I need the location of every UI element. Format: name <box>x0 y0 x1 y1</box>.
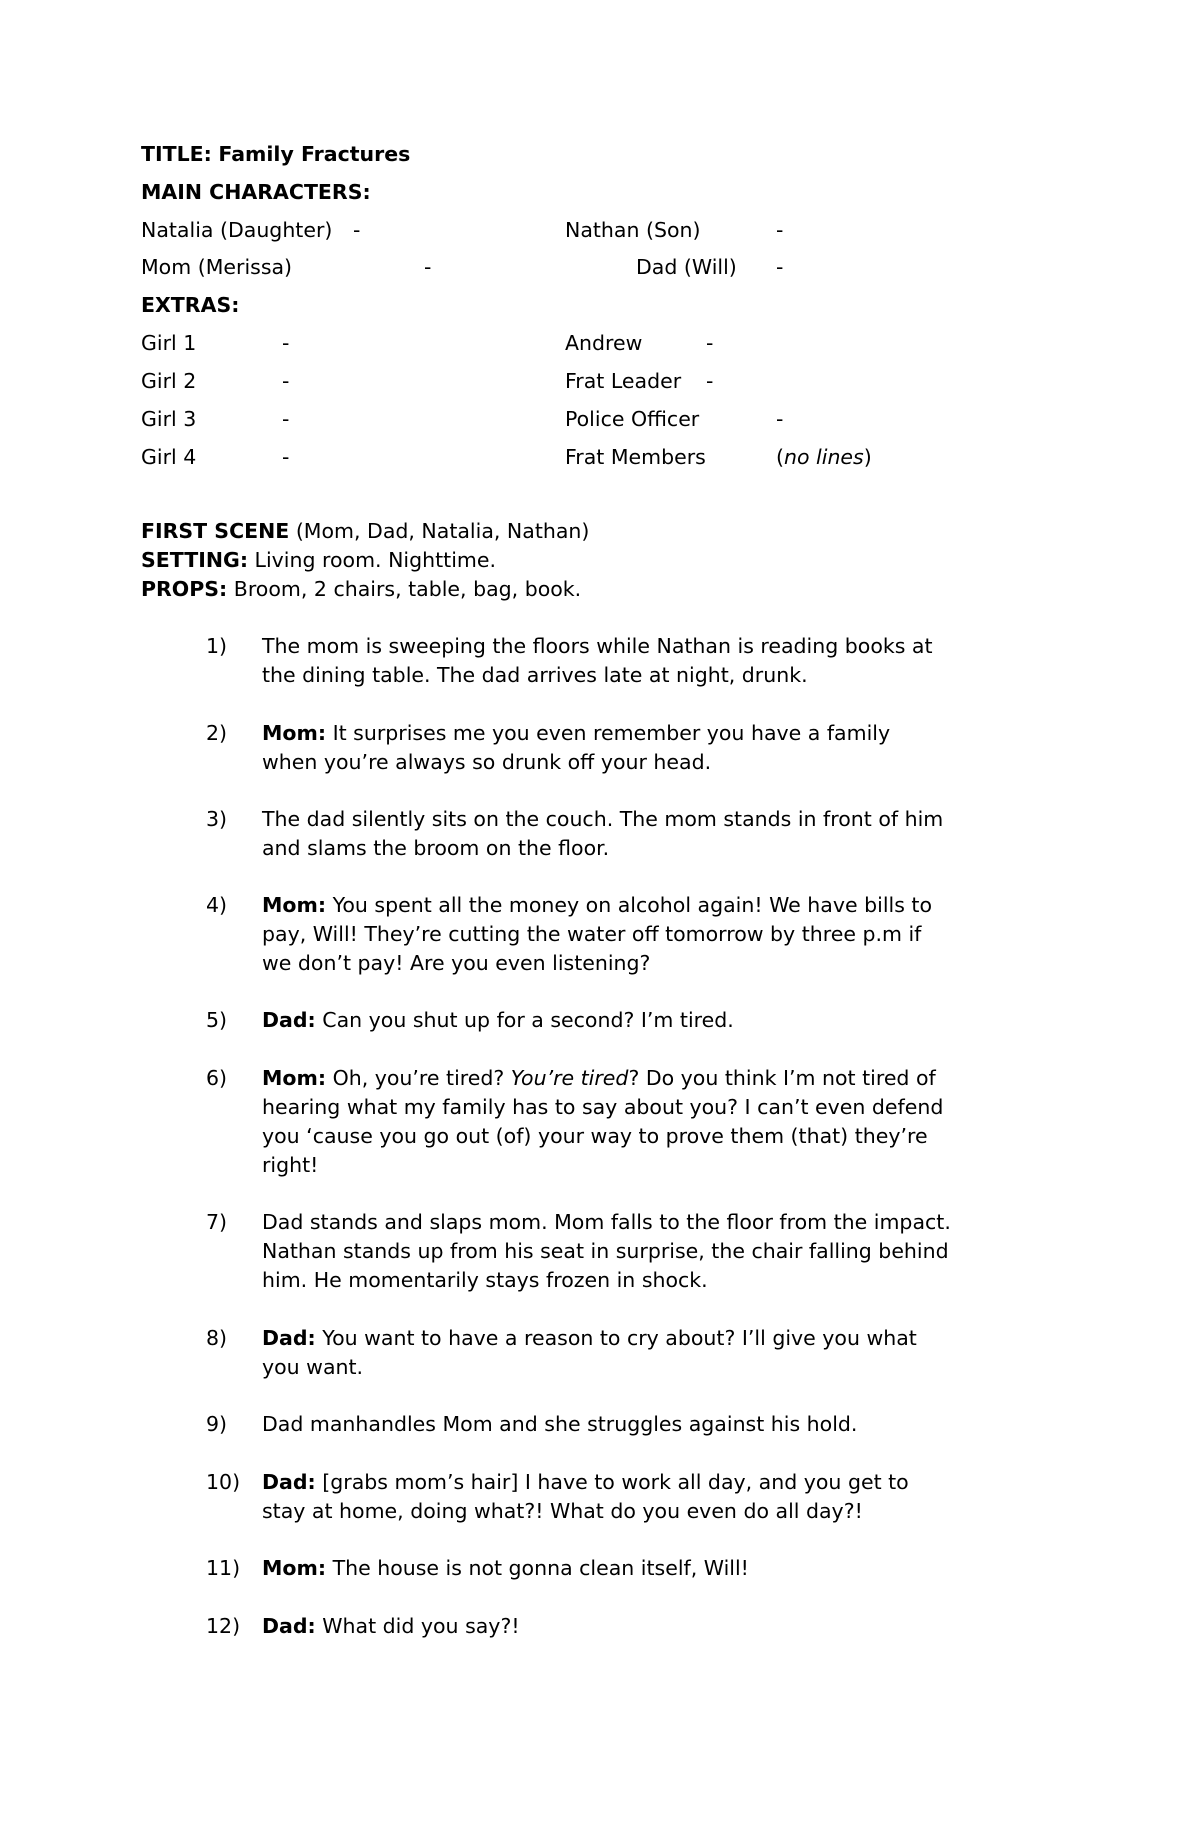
speaker-name: Dad: <box>262 1326 316 1350</box>
item-line: hearing what my family has to say about you? I can’t even defend <box>262 1095 944 1119</box>
item-text <box>262 719 992 777</box>
cast-row <box>141 216 1041 244</box>
extra-dash: - <box>282 331 290 355</box>
item-line-prefix: Oh, you’re tired? <box>332 1066 511 1090</box>
title-value: Family Fractures <box>218 142 411 166</box>
item-line: pay, Will! They’re cutting the water off tomorrow by three p.m if <box>262 922 922 946</box>
item-number: 10) <box>206 1470 241 1494</box>
scene-label: FIRST SCENE <box>141 519 290 543</box>
item-text <box>262 1612 992 1641</box>
item-line: What did you say?! <box>322 1614 520 1638</box>
item-text <box>262 1006 992 1035</box>
item-line: you ‘cause you go out (of) your way to prove them (that) they’re <box>262 1124 928 1148</box>
item-number: 4) <box>206 893 228 917</box>
item-number: 9) <box>206 1412 228 1436</box>
item-line: and slams the broom on the floor. <box>262 836 610 860</box>
cast-dash: - <box>776 218 784 242</box>
item-text <box>262 805 992 863</box>
cast-dash: - <box>776 255 784 279</box>
extra-name: Girl 3 <box>141 407 197 431</box>
extra-name: Girl 1 <box>141 331 197 355</box>
item-line: [grabs mom’s hair] I have to work all day, and you get to <box>322 1470 909 1494</box>
cast-name: Mom (Merissa) <box>141 255 293 279</box>
item-line: You want to have a reason to cry about? I’ll give you what <box>322 1326 917 1350</box>
cast-name: Nathan (Son) <box>565 218 701 242</box>
item-line: Dad manhandles Mom and she struggles against his hold. <box>262 1412 858 1436</box>
extra-name: Girl 4 <box>141 445 197 469</box>
item-line: we don’t pay! Are you even listening? <box>262 951 651 975</box>
item-number: 3) <box>206 807 228 831</box>
extra-dash: - <box>776 407 784 431</box>
extra-dash: - <box>282 407 290 431</box>
extra-name: Frat Leader <box>565 369 682 393</box>
extra-dash: - <box>706 331 714 355</box>
title-label: TITLE: <box>141 142 212 166</box>
props-line <box>141 575 581 604</box>
cast-row <box>141 253 1041 281</box>
extra-dash: - <box>282 445 290 469</box>
item-text <box>262 1410 992 1439</box>
item-line: The house is not gonna clean itself, Will! <box>332 1556 749 1580</box>
main-characters-heading: MAIN CHARACTERS: <box>141 180 371 204</box>
extra-name: Girl 2 <box>141 369 197 393</box>
setting-line <box>141 546 496 575</box>
cast-dash: - <box>424 255 432 279</box>
item-text <box>262 1324 992 1382</box>
cast-dash: - <box>353 218 361 242</box>
cast-name: Natalia (Daughter) <box>141 218 333 242</box>
speaker-name: Mom: <box>262 1066 327 1090</box>
speaker-name: Dad: <box>262 1008 316 1032</box>
cast-name: Dad (Will) <box>636 255 737 279</box>
no-lines-note: no lines <box>784 445 864 469</box>
item-number: 6) <box>206 1066 228 1090</box>
item-line: The dad silently sits on the couch. The mom stands in front of him <box>262 807 944 831</box>
item-line: You spent all the money on alcohol again! We have bills to <box>332 893 932 917</box>
extra-dash: - <box>282 369 290 393</box>
speaker-name: Dad: <box>262 1470 316 1494</box>
item-text <box>262 1554 992 1583</box>
item-number: 12) <box>206 1614 241 1638</box>
scene-cast: (Mom, Dad, Natalia, Nathan) <box>295 519 590 543</box>
setting-label: SETTING: <box>141 548 249 572</box>
item-line-italic: You’re tired <box>510 1066 629 1090</box>
item-number: 5) <box>206 1008 228 1032</box>
item-text <box>262 632 992 690</box>
item-line: the dining table. The dad arrives late at night, drunk. <box>262 663 808 687</box>
item-line: right! <box>262 1153 319 1177</box>
extras-row <box>141 367 1041 395</box>
extra-dash: - <box>706 369 714 393</box>
scene-heading <box>141 517 589 546</box>
item-line: Can you shut up for a second? I’m tired. <box>322 1008 734 1032</box>
speaker-name: Mom: <box>262 893 327 917</box>
extras-row <box>141 443 1041 471</box>
extra-name: Police Officer <box>565 407 700 431</box>
extras-row <box>141 329 1041 357</box>
speaker-name: Mom: <box>262 721 327 745</box>
extras-heading: EXTRAS: <box>141 293 240 317</box>
item-line: The mom is sweeping the floors while Nathan is reading books at <box>262 634 933 658</box>
extra-note: (no lines) <box>776 445 872 469</box>
setting-value: Living room. Nighttime. <box>254 548 496 572</box>
speaker-name: Dad: <box>262 1614 316 1638</box>
item-text <box>262 891 992 978</box>
item-line: him. He momentarily stays frozen in shock. <box>262 1268 708 1292</box>
item-number: 7) <box>206 1210 228 1234</box>
speaker-name: Mom: <box>262 1556 327 1580</box>
item-text <box>262 1208 992 1295</box>
item-number: 11) <box>206 1556 241 1580</box>
item-line: when you’re always so drunk off your head. <box>262 750 712 774</box>
item-line: Nathan stands up from his seat in surprise, the chair falling behind <box>262 1239 949 1263</box>
item-number: 2) <box>206 721 228 745</box>
item-text <box>262 1064 992 1180</box>
item-line: you want. <box>262 1355 364 1379</box>
props-label: PROPS: <box>141 577 228 601</box>
item-line: Dad stands and slaps mom. Mom falls to the floor from the impact. <box>262 1210 951 1234</box>
item-line: stay at home, doing what?! What do you even do all day?! <box>262 1499 863 1523</box>
item-line: It surprises me you even remember you have a family <box>332 721 891 745</box>
title-line <box>141 140 410 168</box>
item-number: 1) <box>206 634 228 658</box>
item-number: 8) <box>206 1326 228 1350</box>
props-value: Broom, 2 chairs, table, bag, book. <box>233 577 582 601</box>
extra-name: Frat Members <box>565 445 706 469</box>
item-line-suffix: ? Do you think I’m not tired of <box>628 1066 936 1090</box>
extra-name: Andrew <box>565 331 643 355</box>
extras-row <box>141 405 1041 433</box>
item-text <box>262 1468 992 1526</box>
